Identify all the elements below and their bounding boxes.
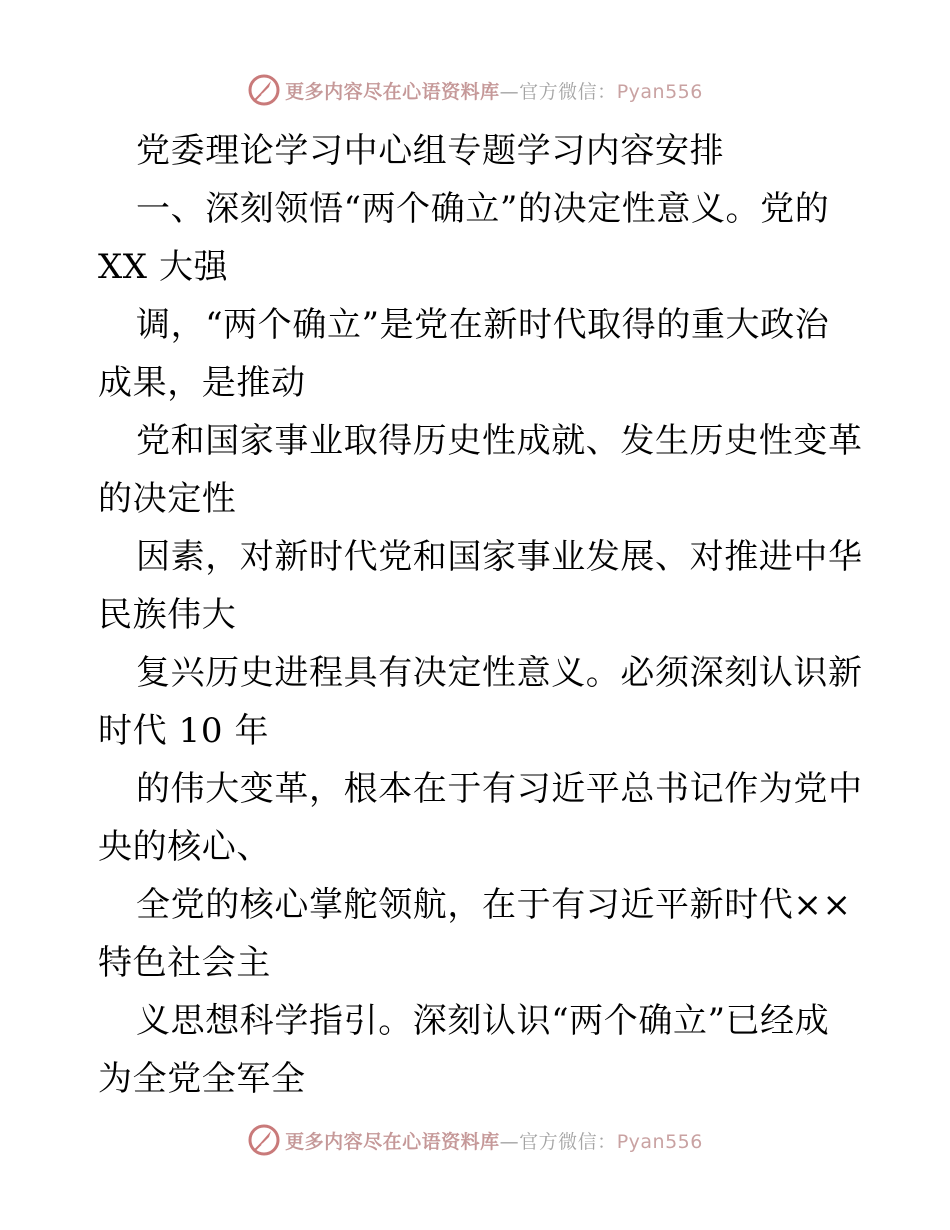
doc-line: 的决定性 (98, 479, 237, 519)
watermark-banner-bottom (0, 1120, 950, 1160)
watermark-sep: — (499, 1130, 520, 1153)
watermark-channel: 官方微信： (519, 1130, 617, 1153)
quill-logo-icon (247, 73, 281, 107)
doc-line: 成果，是推动 (98, 363, 306, 403)
doc-line: 义思想科学指引。深刻认识“两个确立”已经成 (136, 1001, 830, 1041)
watermark-main: 更多内容尽在心语资料库 (285, 1130, 500, 1153)
watermark-channel: 官方微信： (519, 80, 617, 103)
doc-line: 党和国家事业取得历史性成就、发生历史性变革 (136, 421, 863, 461)
doc-line: 央的核心、 (98, 827, 271, 867)
watermark-banner-top (0, 70, 950, 110)
doc-line: XX 大强 (98, 247, 229, 287)
doc-title: 党委理论学习中心组专题学习内容安排 (136, 131, 725, 171)
watermark-id: Pyan556 (616, 1130, 703, 1153)
doc-line: 因素，对新时代党和国家事业发展、对推进中华 (136, 537, 863, 577)
doc-line: 复兴历史进程具有决定性意义。必须深刻认识新 (136, 653, 863, 693)
doc-line: 时代 10 年 (98, 711, 270, 751)
doc-line: 全党的核心掌舵领航，在于有习近平新时代×× (136, 885, 852, 925)
quill-logo-icon (247, 1123, 281, 1157)
doc-line: 一、深刻领悟“两个确立”的决定性意义。党的 (136, 189, 830, 229)
doc-line: 为全党全军全 (98, 1059, 306, 1099)
watermark-id: Pyan556 (616, 80, 703, 103)
watermark-sep: — (499, 80, 520, 103)
doc-line: 特色社会主 (98, 943, 271, 983)
doc-line: 民族伟大 (98, 595, 237, 635)
doc-line: 的伟大变革，根本在于有习近平总书记作为党中 (136, 769, 863, 809)
doc-line: 调，“两个确立”是党在新时代取得的重大政治 (136, 305, 830, 345)
watermark-text (285, 1127, 703, 1154)
watermark-text (285, 77, 703, 104)
document-body (98, 122, 863, 1108)
watermark-main: 更多内容尽在心语资料库 (285, 80, 500, 103)
